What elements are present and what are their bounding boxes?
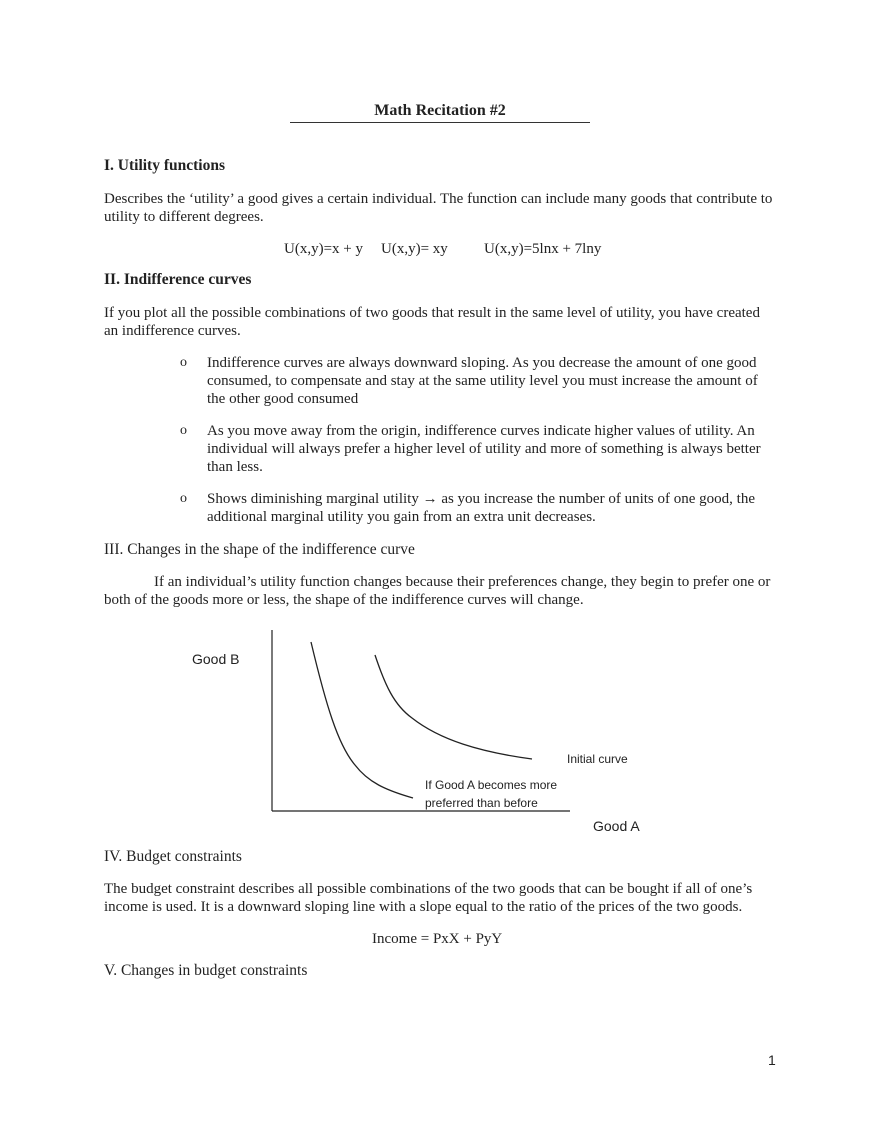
bullet-item: As you move away from the origin, indifference curves indicate higher values of utility. An individual will always prefer a higher level of utility and more of something is always better than less.	[207, 423, 761, 475]
bullet-marker: o	[180, 423, 187, 438]
page-title: Math Recitation #2	[290, 102, 590, 123]
equation-log: U(x,y)=5lnx + 7lny	[484, 241, 602, 257]
section-heading-utility-functions: I. Utility functions	[104, 157, 225, 174]
section-heading-budget-changes: V. Changes in budget constraints	[104, 962, 308, 979]
budget-equation: Income = PxX + PyY	[372, 931, 503, 947]
indifference-curves-paragraph: If you plot all the possible combinations of two goods that result in the same level of utility, you have created an indifference curves.	[104, 305, 760, 339]
bullet-marker: o	[180, 491, 187, 506]
section-heading-budget-constraints: IV. Budget constraints	[104, 848, 242, 865]
new-indifference-curve	[311, 642, 413, 798]
utility-functions-paragraph: Describes the ‘utility’ a good gives a certain individual. The function can include many goods that contribute to utility to different degrees.	[104, 191, 773, 225]
equation-linear: U(x,y)=x + y	[284, 241, 363, 257]
section-heading-indifference-curves: II. Indifference curves	[104, 271, 252, 288]
budget-constraints-paragraph: The budget constraint describes all possible combinations of the two goods that can be bought if all of one’s income is used. It is a downward sloping line with a slope equal to the ratio of the prices of the two goods.	[104, 881, 753, 915]
bullet-item: Indifference curves are always downward sloping. As you decrease the amount of one good consumed, to compensate and stay at the same utility level you must increase the amount of the other good consumed	[207, 355, 758, 407]
new-curve-label-line2: preferred than before	[425, 796, 538, 810]
new-curve-label-line1: If Good A becomes more	[425, 778, 558, 792]
page-number: 1	[768, 1052, 776, 1068]
bullet-marker: o	[180, 355, 187, 370]
x-axis-label: Good A	[593, 818, 640, 834]
y-axis-label: Good B	[192, 651, 240, 667]
section-heading-shape-changes: III. Changes in the shape of the indifference curve	[104, 541, 415, 558]
initial-indifference-curve	[375, 655, 532, 759]
bullet-item: Shows diminishing marginal utility → as you increase the number of units of one good, the additional marginal utility you gain from an extra unit decreases.	[207, 491, 755, 525]
equation-product: U(x,y)= xy	[381, 241, 448, 257]
shape-changes-paragraph: If an individual’s utility function changes because their preferences change, they begin to prefer one or both of the goods more or less, the shape of the indifference curves will change.	[104, 574, 771, 608]
initial-curve-label: Initial curve	[567, 752, 628, 766]
